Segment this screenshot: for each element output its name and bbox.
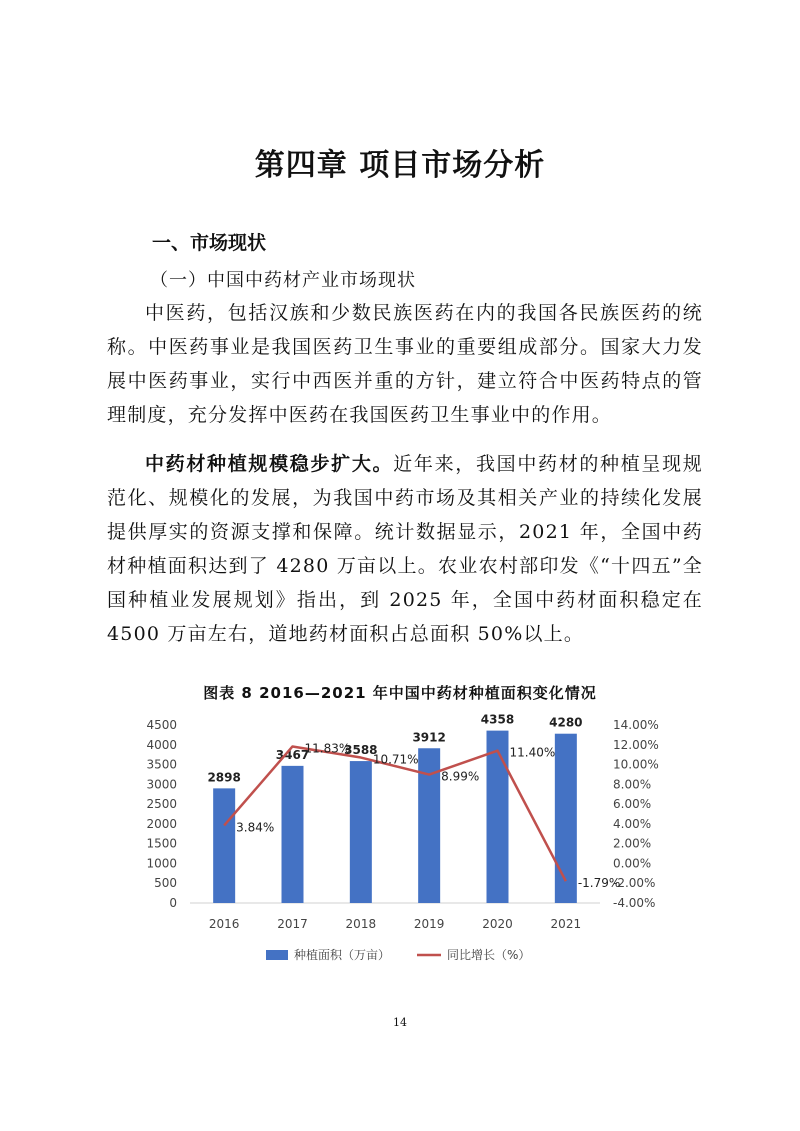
line-value-label: 10.71% [372, 752, 419, 767]
x-tick-label: 2019 [413, 917, 445, 931]
bar-value-label: 4280 [549, 715, 583, 730]
x-tick-label: 2017 [277, 917, 308, 931]
y-left-tick-label: 1000 [146, 856, 177, 871]
x-tick-label: 2016 [208, 917, 240, 931]
bar-value-label: 3588 [344, 743, 378, 758]
section-title: 一、市场现状 [152, 232, 267, 254]
y-right-tick-label: 6.00% [613, 797, 652, 812]
y-left-tick-label: 2000 [146, 816, 177, 831]
x-tick-label: 2021 [550, 917, 582, 931]
page-number: 14 [393, 1016, 407, 1029]
bar-value-label: 2898 [207, 770, 241, 785]
bar-2018 [350, 761, 372, 903]
y-left-tick-label: 500 [154, 876, 177, 891]
y-left-tick-label: 4500 [146, 718, 177, 732]
growth-line [224, 746, 566, 881]
y-right-tick-label: 10.00% [613, 757, 659, 772]
y-right-tick-label: 14.00% [613, 718, 659, 732]
x-tick-label: 2018 [345, 917, 377, 931]
y-left-tick-label: 3500 [146, 757, 177, 772]
y-left-tick-label: 2500 [146, 797, 177, 812]
bar-2021 [555, 734, 577, 903]
bar-2016 [213, 788, 235, 903]
paragraph-planting [107, 447, 703, 651]
line-value-label: -1.79% [577, 876, 621, 891]
bar-value-label: 4358 [480, 712, 515, 727]
bar-2017 [282, 766, 304, 903]
figure-caption: 图表 8 2016—2021 年中国中药材种植面积变化情况 [203, 684, 597, 702]
y-left-tick-label: 0 [169, 896, 177, 910]
x-tick-label: 2020 [482, 917, 513, 931]
chapter-title: 第四章 项目市场分析 [254, 148, 546, 183]
legend-bar-label: 种植面积（万亩） [294, 948, 391, 962]
y-right-tick-label: 4.00% [613, 816, 652, 831]
legend-bar-swatch [266, 950, 288, 960]
legend-line-label: 同比增长（%） [447, 948, 531, 962]
paragraph-body: 近年来，我国中药材的种植呈现规范化、规模化的发展，为我国中药市场及其相关产业的持续化发展提供厚实的资源支撑和保障。统计数据显示，2021 年，全国中药材种植面积达到了 4280 万亩以上。农业农村部印发《“十四五”全国种植业发展规划》指出，到 2025 年，全国中药材面积稳定在 4500 万亩左右，道地药材面积占总面积 50%以上。 [107, 453, 703, 645]
line-value-label: 11.83% [304, 741, 351, 756]
y-left-tick-label: 1500 [146, 836, 177, 851]
paragraph-lead: 中药材种植规模稳步扩大。 [145, 453, 394, 475]
y-left-tick-label: 4000 [146, 737, 177, 752]
bar-value-label: 3912 [412, 730, 446, 745]
subsection-title: （一）中国中药材产业市场现状 [150, 270, 416, 291]
line-value-label: 8.99% [441, 769, 480, 784]
paragraph-intro: 中医药，包括汉族和少数民族医药在内的我国各民族医药的统称。中医药事业是我国医药卫生事业的重要组成部分。国家大力发展中医药事业，实行中西医并重的方针，建立符合中医药特点的管理制度，充分发挥中医药在我国医药卫生事业中的作用。 [107, 302, 703, 426]
combo-chart [0, 700, 800, 970]
y-right-tick-label: -4.00% [613, 896, 656, 910]
y-right-tick-label: 2.00% [613, 836, 652, 851]
line-value-label: 3.84% [236, 820, 275, 835]
y-right-tick-label: 0.00% [613, 856, 652, 871]
bar-2020 [487, 731, 509, 903]
y-right-tick-label: 8.00% [613, 777, 652, 792]
line-value-label: 11.40% [509, 745, 556, 760]
y-right-tick-label: 12.00% [613, 737, 659, 752]
bar-value-label: 3467 [275, 747, 310, 762]
y-right-tick-label: -2.00% [613, 876, 656, 891]
y-left-tick-label: 3000 [146, 777, 177, 792]
